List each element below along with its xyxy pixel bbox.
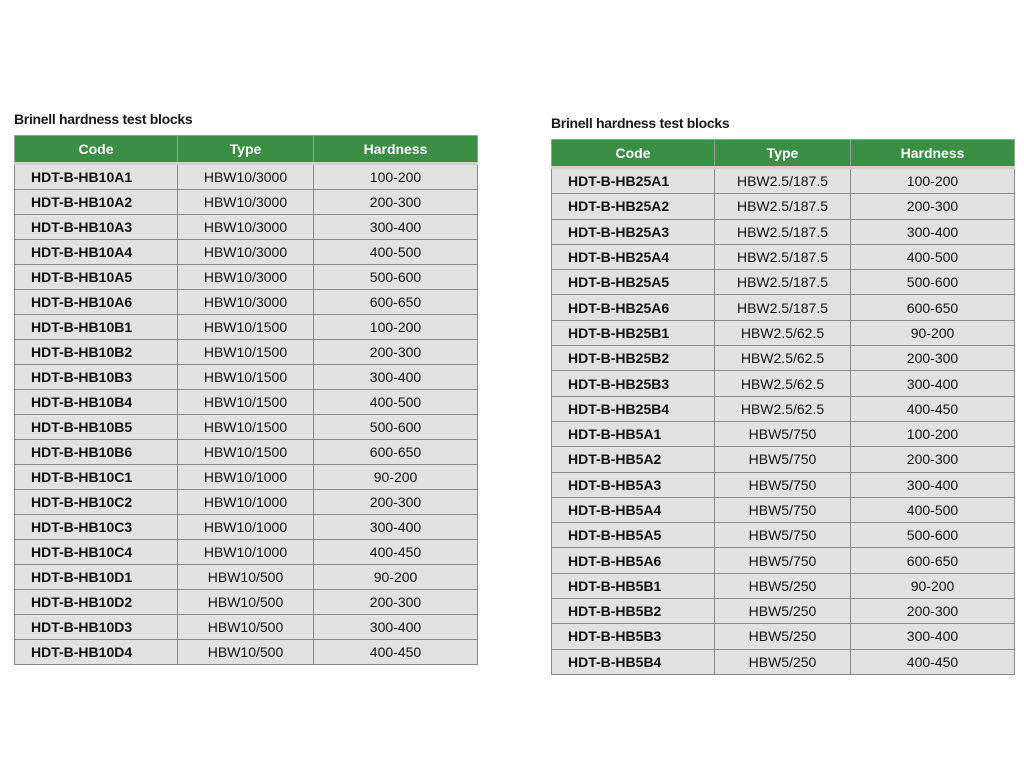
table-row [15, 515, 478, 540]
table-row [552, 346, 1015, 371]
table-row [552, 421, 1015, 446]
hardness-cell: 300-400 [851, 371, 1015, 396]
type-cell: HBW10/1500 [178, 440, 314, 465]
hardness-cell: 400-450 [314, 640, 478, 665]
type-cell: HBW2.5/187.5 [715, 270, 851, 295]
code-cell: HDT-B-HB10C4 [15, 540, 178, 565]
table-row [15, 490, 478, 515]
column-header-type: Type [715, 140, 851, 168]
type-cell: HBW2.5/187.5 [715, 295, 851, 320]
table-row [15, 315, 478, 340]
table-row [15, 215, 478, 240]
type-cell: HBW10/500 [178, 615, 314, 640]
type-cell: HBW2.5/187.5 [715, 244, 851, 269]
type-cell: HBW5/750 [715, 497, 851, 522]
code-cell: HDT-B-HB10A3 [15, 215, 178, 240]
code-cell: HDT-B-HB10C2 [15, 490, 178, 515]
code-cell: HDT-B-HB10B2 [15, 340, 178, 365]
hardness-cell: 90-200 [851, 320, 1015, 345]
hardness-table [551, 139, 1015, 675]
type-cell: HBW10/500 [178, 640, 314, 665]
table-row [15, 365, 478, 390]
table-row [15, 265, 478, 290]
hardness-cell: 500-600 [314, 265, 478, 290]
table-row [15, 615, 478, 640]
hardness-cell: 600-650 [314, 290, 478, 315]
code-cell: HDT-B-HB25A1 [552, 168, 715, 194]
hardness-cell: 400-500 [314, 390, 478, 415]
hardness-cell: 600-650 [314, 440, 478, 465]
code-cell: HDT-B-HB10A5 [15, 265, 178, 290]
code-cell: HDT-B-HB5A1 [552, 421, 715, 446]
hardness-cell: 200-300 [314, 340, 478, 365]
hardness-cell: 200-300 [314, 490, 478, 515]
type-cell: HBW10/3000 [178, 190, 314, 215]
hardness-cell: 300-400 [314, 215, 478, 240]
hardness-cell: 300-400 [314, 515, 478, 540]
type-cell: HBW5/250 [715, 573, 851, 598]
code-cell: HDT-B-HB25A5 [552, 270, 715, 295]
code-cell: HDT-B-HB5A6 [552, 548, 715, 573]
code-cell: HDT-B-HB5A4 [552, 497, 715, 522]
column-header-type: Type [178, 136, 314, 164]
type-cell: HBW2.5/62.5 [715, 346, 851, 371]
hardness-cell: 100-200 [851, 421, 1015, 446]
type-cell: HBW10/1000 [178, 515, 314, 540]
type-cell: HBW10/1000 [178, 465, 314, 490]
code-cell: HDT-B-HB25B4 [552, 396, 715, 421]
table-row [552, 295, 1015, 320]
hardness-cell: 600-650 [851, 548, 1015, 573]
type-cell: HBW10/500 [178, 590, 314, 615]
table-row [15, 590, 478, 615]
column-header-code: Code [552, 140, 715, 168]
table-row [552, 472, 1015, 497]
hardness-cell: 100-200 [314, 164, 478, 190]
code-cell: HDT-B-HB10B3 [15, 365, 178, 390]
hardness-cell: 300-400 [314, 365, 478, 390]
hardness-cell: 300-400 [314, 615, 478, 640]
table-row [15, 190, 478, 215]
table-row [15, 290, 478, 315]
code-cell: HDT-B-HB25A6 [552, 295, 715, 320]
hardness-cell: 100-200 [314, 315, 478, 340]
table-header-row [15, 136, 478, 164]
column-header-hardness: Hardness [851, 140, 1015, 168]
type-cell: HBW2.5/62.5 [715, 396, 851, 421]
code-cell: HDT-B-HB10B5 [15, 415, 178, 440]
type-cell: HBW10/3000 [178, 215, 314, 240]
type-cell: HBW2.5/187.5 [715, 219, 851, 244]
hardness-cell: 400-500 [851, 497, 1015, 522]
hardness-cell: 100-200 [851, 168, 1015, 194]
type-cell: HBW5/750 [715, 447, 851, 472]
hardness-cell: 500-600 [314, 415, 478, 440]
code-cell: HDT-B-HB5A2 [552, 447, 715, 472]
table-row [552, 168, 1015, 194]
hardness-cell: 300-400 [851, 472, 1015, 497]
code-cell: HDT-B-HB5B4 [552, 649, 715, 674]
table-row [552, 649, 1015, 674]
hardness-table [14, 135, 478, 665]
type-cell: HBW10/3000 [178, 265, 314, 290]
hardness-cell: 200-300 [851, 346, 1015, 371]
code-cell: HDT-B-HB10D3 [15, 615, 178, 640]
code-cell: HDT-B-HB10B4 [15, 390, 178, 415]
table-row [552, 219, 1015, 244]
hardness-cell: 400-500 [314, 240, 478, 265]
table-row [552, 320, 1015, 345]
type-cell: HBW5/750 [715, 472, 851, 497]
type-cell: HBW10/1500 [178, 315, 314, 340]
code-cell: HDT-B-HB10B1 [15, 315, 178, 340]
hardness-cell: 400-450 [851, 396, 1015, 421]
table-row [15, 240, 478, 265]
hardness-cell: 400-450 [851, 649, 1015, 674]
type-cell: HBW5/750 [715, 548, 851, 573]
hardness-cell: 200-300 [314, 190, 478, 215]
code-cell: HDT-B-HB25B3 [552, 371, 715, 396]
table-row [552, 396, 1015, 421]
code-cell: HDT-B-HB10D4 [15, 640, 178, 665]
type-cell: HBW10/1500 [178, 415, 314, 440]
code-cell: HDT-B-HB25A4 [552, 244, 715, 269]
code-cell: HDT-B-HB5B3 [552, 624, 715, 649]
code-cell: HDT-B-HB10B6 [15, 440, 178, 465]
code-cell: HDT-B-HB10C1 [15, 465, 178, 490]
type-cell: HBW5/250 [715, 599, 851, 624]
type-cell: HBW10/3000 [178, 240, 314, 265]
code-cell: HDT-B-HB10A2 [15, 190, 178, 215]
code-cell: HDT-B-HB25B2 [552, 346, 715, 371]
type-cell: HBW2.5/187.5 [715, 194, 851, 219]
table-row [15, 465, 478, 490]
table-row [15, 415, 478, 440]
code-cell: HDT-B-HB10A1 [15, 164, 178, 190]
hardness-cell: 90-200 [851, 573, 1015, 598]
hardness-cell: 90-200 [314, 465, 478, 490]
table-row [552, 447, 1015, 472]
type-cell: HBW5/750 [715, 421, 851, 446]
table-row [15, 565, 478, 590]
code-cell: HDT-B-HB10C3 [15, 515, 178, 540]
code-cell: HDT-B-HB5B1 [552, 573, 715, 598]
type-cell: HBW10/3000 [178, 290, 314, 315]
hardness-cell: 200-300 [851, 447, 1015, 472]
hardness-cell: 400-500 [851, 244, 1015, 269]
table-row [552, 573, 1015, 598]
code-cell: HDT-B-HB5A3 [552, 472, 715, 497]
type-cell: HBW10/1500 [178, 390, 314, 415]
code-cell: HDT-B-HB25B1 [552, 320, 715, 345]
code-cell: HDT-B-HB25A2 [552, 194, 715, 219]
table-row [552, 548, 1015, 573]
table-row [552, 497, 1015, 522]
type-cell: HBW10/1500 [178, 365, 314, 390]
hardness-cell: 300-400 [851, 219, 1015, 244]
type-cell: HBW10/1000 [178, 490, 314, 515]
table-row [552, 194, 1015, 219]
table-header-row [552, 140, 1015, 168]
hardness-cell: 200-300 [314, 590, 478, 615]
hardness-cell: 500-600 [851, 523, 1015, 548]
type-cell: HBW10/3000 [178, 164, 314, 190]
table-row [15, 164, 478, 190]
table-row [552, 599, 1015, 624]
table-row [552, 270, 1015, 295]
type-cell: HBW10/1000 [178, 540, 314, 565]
table-row [15, 390, 478, 415]
code-cell: HDT-B-HB10A4 [15, 240, 178, 265]
type-cell: HBW10/1500 [178, 340, 314, 365]
column-header-code: Code [15, 136, 178, 164]
table-row [552, 244, 1015, 269]
table-row [552, 371, 1015, 396]
code-cell: HDT-B-HB5B2 [552, 599, 715, 624]
test-blocks-table-right [551, 115, 1014, 675]
table-row [15, 540, 478, 565]
hardness-cell: 200-300 [851, 194, 1015, 219]
column-header-hardness: Hardness [314, 136, 478, 164]
type-cell: HBW10/500 [178, 565, 314, 590]
type-cell: HBW5/250 [715, 649, 851, 674]
table-row [15, 640, 478, 665]
type-cell: HBW2.5/62.5 [715, 371, 851, 396]
table-row [15, 440, 478, 465]
table-row [552, 523, 1015, 548]
hardness-cell: 500-600 [851, 270, 1015, 295]
code-cell: HDT-B-HB10D2 [15, 590, 178, 615]
hardness-cell: 300-400 [851, 624, 1015, 649]
table-title: Brinell hardness test blocks [551, 115, 730, 131]
type-cell: HBW5/250 [715, 624, 851, 649]
hardness-cell: 600-650 [851, 295, 1015, 320]
code-cell: HDT-B-HB10D1 [15, 565, 178, 590]
table-row [552, 624, 1015, 649]
test-blocks-table-left [14, 111, 477, 665]
hardness-cell: 90-200 [314, 565, 478, 590]
hardness-cell: 200-300 [851, 599, 1015, 624]
code-cell: HDT-B-HB10A6 [15, 290, 178, 315]
type-cell: HBW2.5/187.5 [715, 168, 851, 194]
table-row [15, 340, 478, 365]
hardness-cell: 400-450 [314, 540, 478, 565]
code-cell: HDT-B-HB5A5 [552, 523, 715, 548]
table-title: Brinell hardness test blocks [14, 111, 193, 127]
type-cell: HBW2.5/62.5 [715, 320, 851, 345]
code-cell: HDT-B-HB25A3 [552, 219, 715, 244]
type-cell: HBW5/750 [715, 523, 851, 548]
